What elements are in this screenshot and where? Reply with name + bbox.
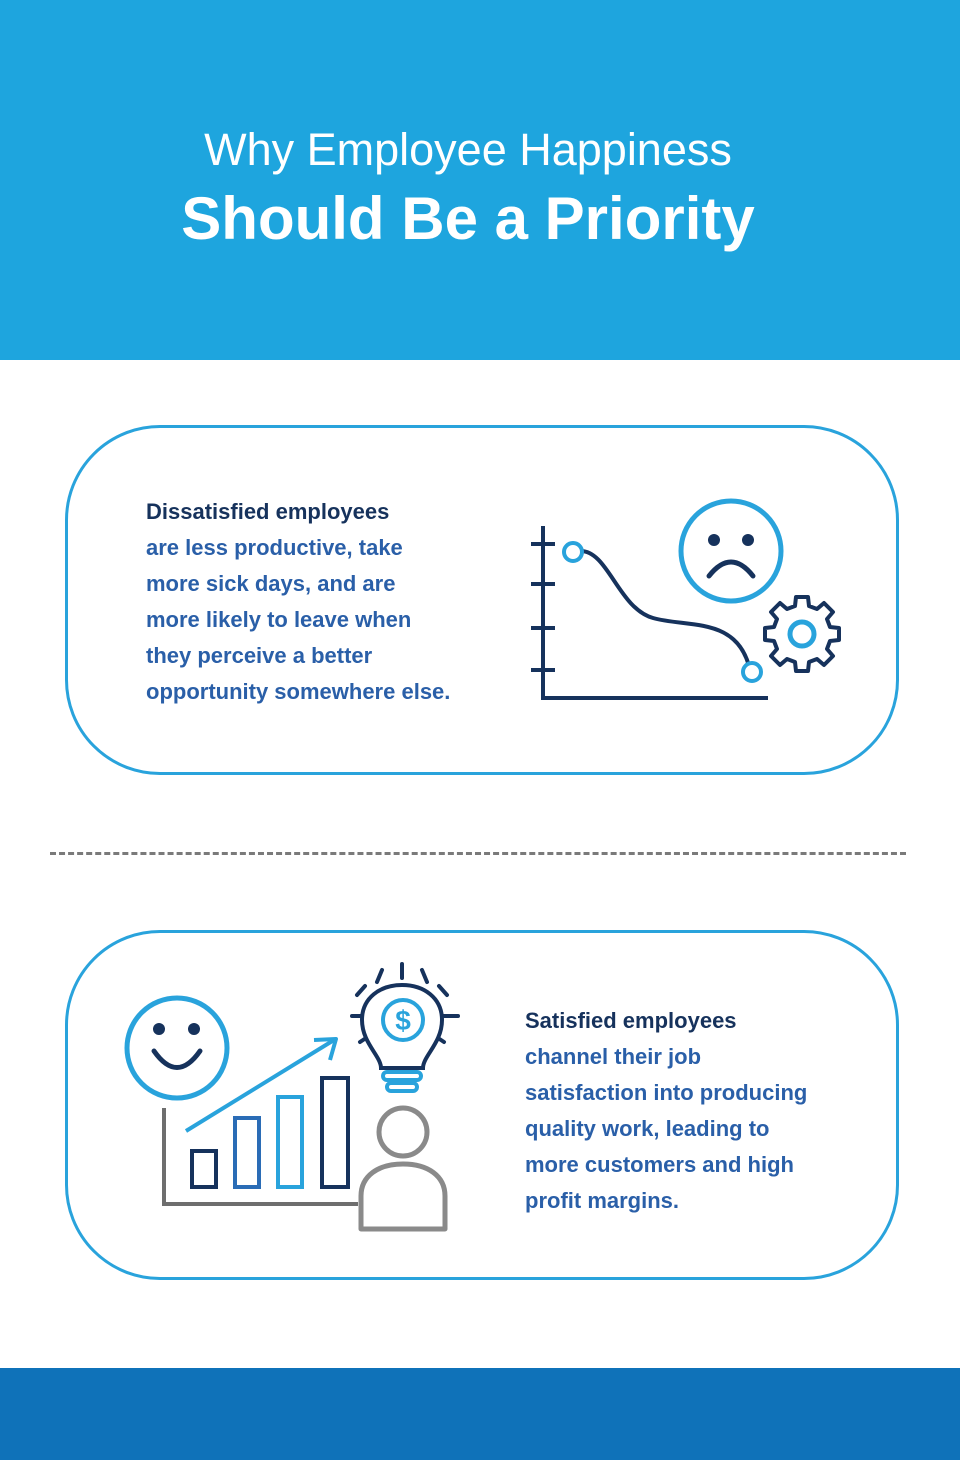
curve-end-point xyxy=(743,663,761,681)
bar-1 xyxy=(192,1151,216,1187)
satisfied-text xyxy=(525,1003,855,1219)
footer-banner xyxy=(0,1368,960,1460)
person-icon xyxy=(361,1108,445,1229)
page-title-line2: Should Be a Priority xyxy=(181,185,755,252)
dissatisfied-description: are less productive, take more sick days, and are more likely to leave when they perceive a better opportunity somewhere else. xyxy=(146,535,451,704)
header-banner xyxy=(0,0,960,360)
curve-start-point xyxy=(564,543,582,561)
happy-face-icon xyxy=(127,998,227,1098)
bar-2 xyxy=(235,1118,259,1187)
dollar-sign: $ xyxy=(395,1005,411,1036)
dissatisfied-text xyxy=(146,494,506,710)
section-divider xyxy=(50,852,906,855)
lightbulb-dollar-icon xyxy=(352,964,458,1091)
satisfied-description: channel their job satisfaction into producing quality work, leading to more customers and high profit margins. xyxy=(525,1044,808,1213)
growth-illustration xyxy=(120,968,500,1238)
gear-icon xyxy=(761,593,843,675)
page-title-line1: Why Employee Happiness xyxy=(204,124,732,175)
bar-3 xyxy=(278,1097,302,1187)
dissatisfied-heading: Dissatisfied employees xyxy=(146,499,390,524)
sad-face-icon xyxy=(676,496,786,606)
satisfied-card xyxy=(65,930,899,1280)
bar-4 xyxy=(322,1078,348,1187)
dissatisfied-card xyxy=(65,425,899,775)
satisfied-heading: Satisfied employees xyxy=(525,1008,737,1033)
